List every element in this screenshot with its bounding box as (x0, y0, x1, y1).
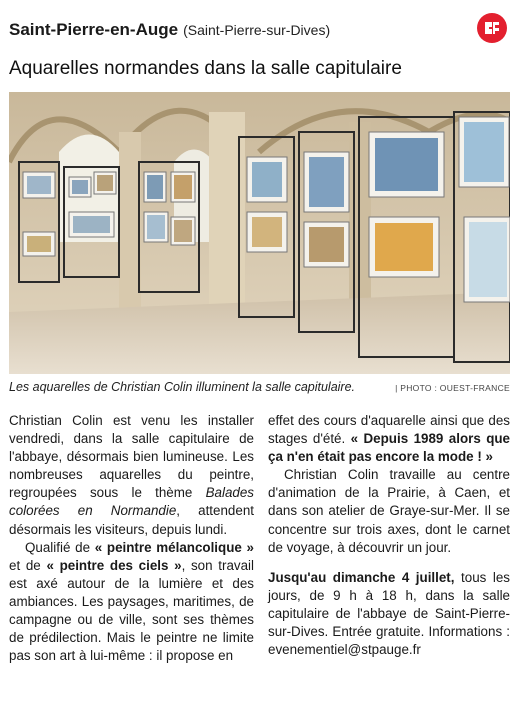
photo-caption: Les aquarelles de Christian Colin illuminent la salle capitulaire. (9, 380, 356, 394)
paragraph-1 (9, 412, 254, 539)
p1-text: Christian Colin est venu les installer vendredi, dans la salle capitulaire de l'abbaye, désormais bien lumineuse. Les nombreuses aquarelles du peintre, regroupées sous le thème (9, 413, 254, 501)
paragraph-3: Christian Colin travaille au centre d'animation de la Prairie, à Caen, et dans son atelier de Graye-sur-Mer. Il se concentre sur trois axes, dont le carnet de voyage, à découvrir un jour. (268, 467, 510, 555)
info-lead: Jusqu'au dimanche 4 juillet, (268, 569, 455, 585)
subtown-name: (Saint-Pierre-sur-Dives) (183, 22, 331, 38)
paragraph-2-continued (268, 412, 510, 466)
info-text: tous les jours, de 9 h à 18 h, dans la salle capitulaire de l'abbaye de Saint-Pierre-sur-Dives. Entrée gratuite. Informations : evenementiel@stpauge.fr (268, 569, 510, 658)
p2-bold-2: « peintre des ciels » (46, 557, 182, 573)
p2-text-a: Qualifié de (25, 539, 95, 555)
headline: Aquarelles normandes dans la salle capitulaire (9, 58, 402, 79)
p2-bold-1: « peintre mélancolique » (94, 539, 254, 555)
p2-text-d: , son travail est axé autour de la lumière et des ambiances. Les paysages, maritimes, de campagne ou de ville, sont ses thèmes de prédilection. Mais le peintre ne limite pas son art à lui-même : il propose en (9, 557, 254, 664)
photo-credit: | PHOTO : OUEST-FRANCE (395, 383, 510, 393)
p2-text-continued: effet des cours d'aquarelle ainsi que des stages d'été. (268, 413, 510, 447)
paragraph-gap (268, 557, 510, 569)
exhibition-photo (9, 92, 510, 374)
article-column-left (9, 412, 254, 665)
town-name: Saint-Pierre-en-Auge (9, 20, 179, 39)
article-column-right (268, 412, 510, 659)
info-paragraph (268, 569, 510, 659)
header (9, 20, 330, 46)
theme-title: Balades colorées en Normandie (9, 485, 254, 519)
p2-text-c: et de (9, 557, 47, 573)
p2-quote: « Depuis 1989 alors que ça n'en était pas encore la mode ! » (268, 431, 511, 465)
ouest-france-logo-icon (477, 13, 507, 43)
paragraph-2 (9, 539, 254, 666)
p1-end-text: , attendent désormais les visiteurs, depuis lundi. (9, 503, 254, 537)
